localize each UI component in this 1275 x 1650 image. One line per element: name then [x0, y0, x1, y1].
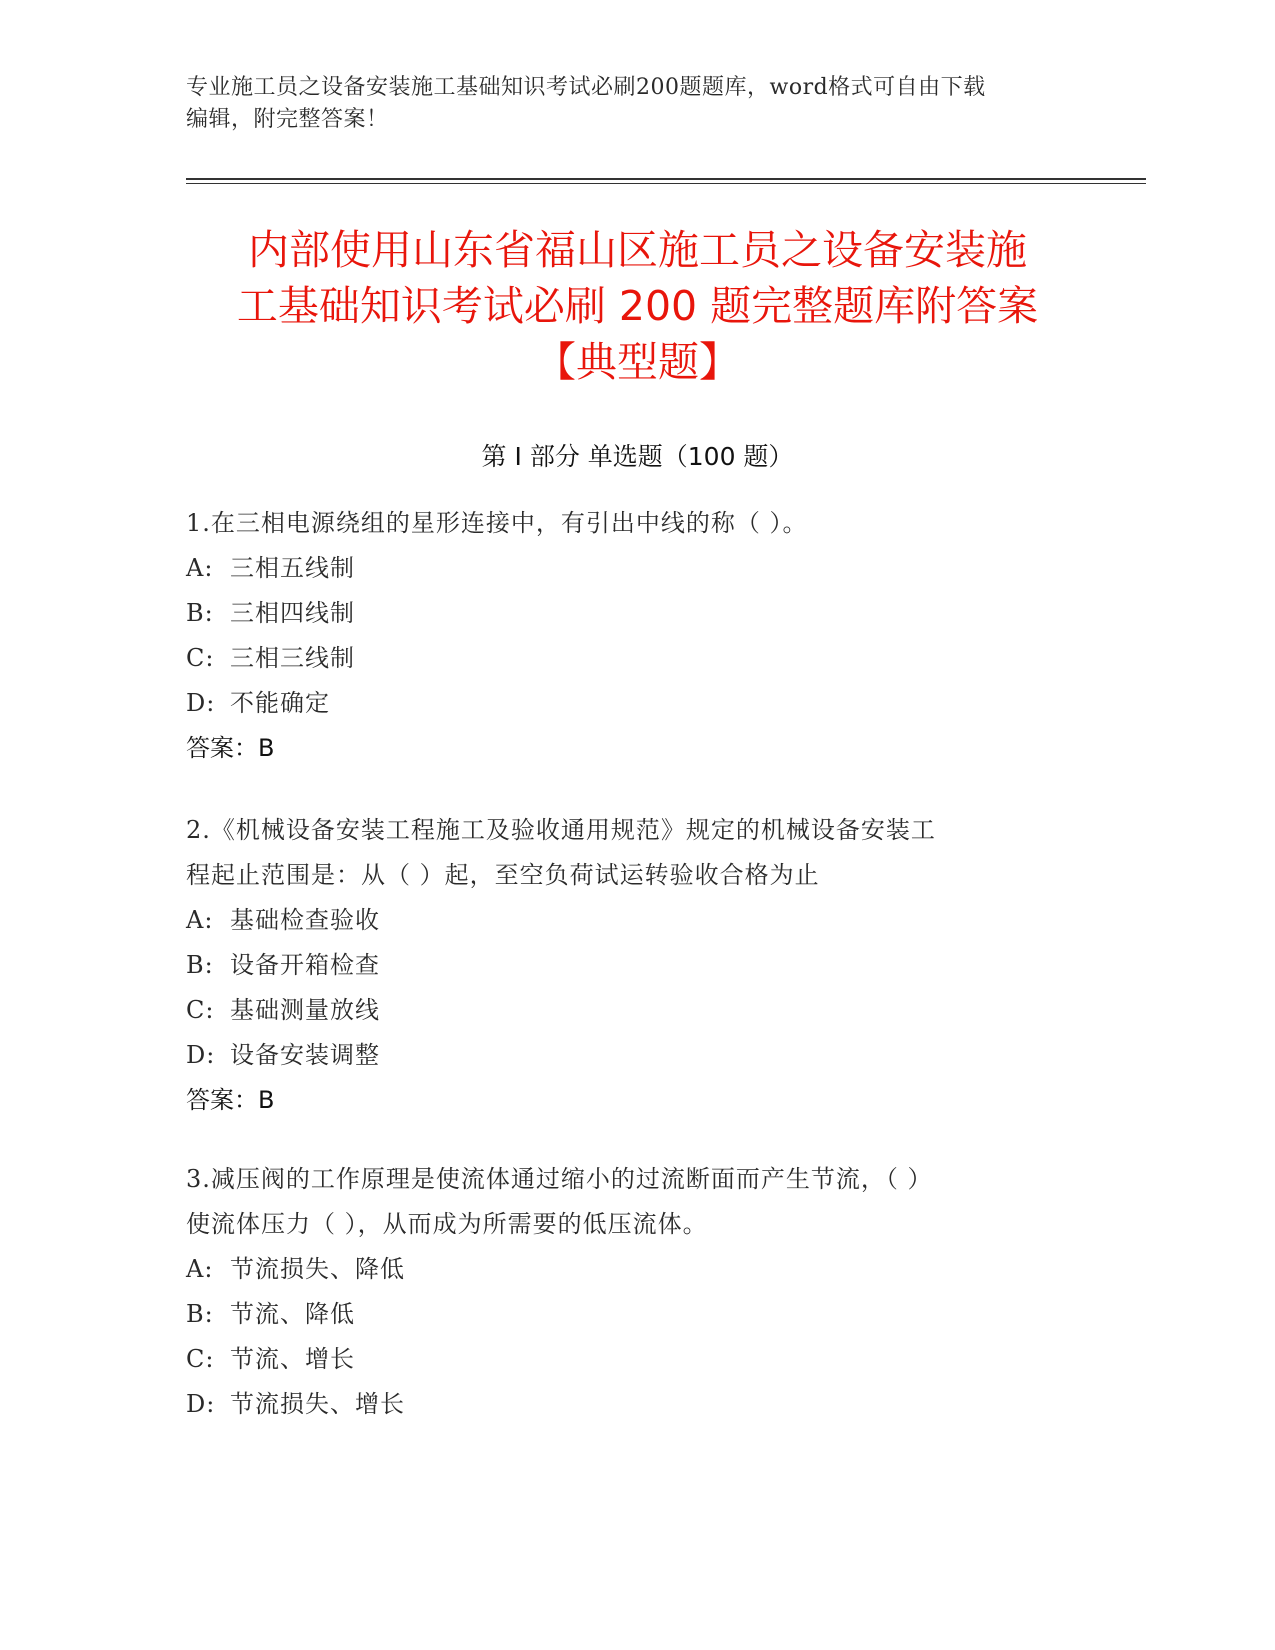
option-text: 节流、降低: [230, 1300, 355, 1328]
answer-line: 答案：B: [186, 734, 275, 762]
option-letter: C:: [186, 644, 215, 672]
option-letter: A:: [186, 906, 214, 934]
question-block: [186, 808, 1086, 1123]
option-a: [186, 1247, 1086, 1292]
header-note-line: 专业施工员之设备安装施工基础知识考试必刷200题题库，word格式可自由下载: [186, 75, 986, 100]
option-d: [186, 681, 1086, 726]
option-b: [186, 1292, 1086, 1337]
header-divider: [186, 178, 1146, 180]
header-note-line: 编辑，附完整答案！: [186, 107, 389, 132]
option-c: [186, 636, 1086, 681]
option-letter: D:: [186, 689, 216, 717]
option-text: 三相三线制: [230, 644, 355, 672]
option-text: 节流损失、降低: [230, 1255, 405, 1283]
option-letter: B:: [186, 951, 214, 979]
option-letter: C:: [186, 996, 215, 1024]
option-text: 节流损失、增长: [230, 1390, 405, 1418]
question-block: [186, 501, 1086, 771]
option-letter: B:: [186, 1300, 214, 1328]
option-letter: D:: [186, 1041, 216, 1069]
section-heading: 第 I 部分 单选题（100 题）: [481, 442, 794, 471]
title-line: 内部使用山东省福山区施工员之设备安装施: [248, 226, 1027, 274]
question-stem: 1.在三相电源绕组的星形连接中，有引出中线的称（ ）。: [186, 509, 808, 537]
question-stem: 3.减压阀的工作原理是使流体通过缩小的过流断面而产生节流，（ ）: [186, 1165, 933, 1193]
option-letter: A:: [186, 554, 214, 582]
option-text: 三相四线制: [230, 599, 355, 627]
option-text: 设备安装调整: [230, 1041, 380, 1069]
option-text: 设备开箱检查: [230, 951, 380, 979]
title-line: 【典型题】: [535, 338, 740, 386]
option-letter: C:: [186, 1345, 215, 1373]
question-stem: 使流体压力（ ），从而成为所需要的低压流体。: [186, 1210, 708, 1238]
option-d: [186, 1382, 1086, 1427]
header-divider: [186, 183, 1146, 184]
option-text: 节流、增长: [230, 1345, 355, 1373]
option-letter: D:: [186, 1390, 216, 1418]
option-a: [186, 546, 1086, 591]
document-title: [160, 222, 1115, 390]
question-block: [186, 1157, 1086, 1427]
header-note: [186, 72, 1086, 136]
option-a: [186, 898, 1086, 943]
option-text: 基础测量放线: [230, 996, 380, 1024]
option-letter: A:: [186, 1255, 214, 1283]
option-b: [186, 943, 1086, 988]
option-b: [186, 591, 1086, 636]
option-c: [186, 988, 1086, 1033]
question-stem: 程起止范围是：从（ ）起，至空负荷试运转验收合格为止: [186, 861, 820, 889]
option-c: [186, 1337, 1086, 1382]
title-line: 工基础知识考试必刷 200 题完整题库附答案: [236, 282, 1039, 330]
option-d: [186, 1033, 1086, 1078]
option-text: 不能确定: [230, 689, 330, 717]
option-text: 三相五线制: [230, 554, 355, 582]
answer-line: 答案：B: [186, 1086, 275, 1114]
option-letter: B:: [186, 599, 214, 627]
option-text: 基础检查验收: [230, 906, 380, 934]
question-stem: 2.《机械设备安装工程施工及验收通用规范》规定的机械设备安装工: [186, 816, 936, 844]
